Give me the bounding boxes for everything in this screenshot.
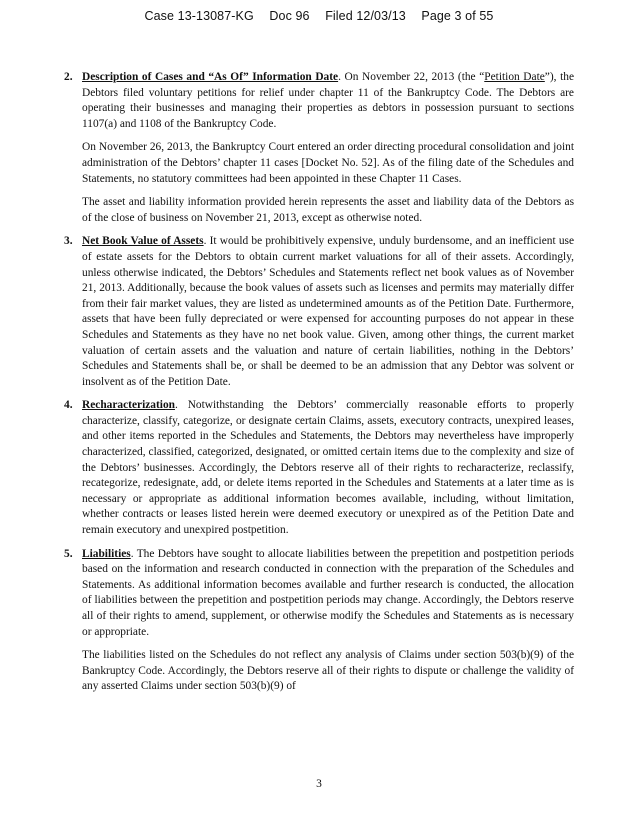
page-number: 3 [316,778,322,790]
section-heading: Recharacterization [82,399,175,412]
section-heading: Liabilities [82,547,131,560]
section-heading: Net Book Value of Assets [82,235,204,248]
filed-date: Filed 12/03/13 [325,9,406,23]
doc-number: Doc 96 [269,9,310,23]
section-4 [64,398,574,538]
defined-term: Petition Date [484,71,545,83]
filing-header [0,9,638,23]
section-3-paragraph [82,234,574,390]
paragraph-text: . Notwithstanding the Debtors’ commercially reasonable efforts to properly characterize, classify, categorize, or designate certain Claims, assets, executory contracts, unexpired leases, and other items reported in the Schedules and Statements, the Debtors may nevertheless have improperly characterized, classified, categorized, designated, or omitted certain items due to the complexity and size of the Debtors’ businesses. Accordingly, the Debtors reserve all of their rights to recharacterize, reclassify, recategorize, redesignate, add, or delete items reported in the Schedules and Statements at a later time as is necessary or appropriate as additional information becomes available, including, without limitation, whether contracts or leases listed herein were deemed executory or unexpired as of the Petition Date and remain executory and unexpired postpetition. [82,399,574,537]
section-heading: Description of Cases and “As Of” Information Date [82,71,339,83]
case-number: Case 13-13087-KG [144,9,254,23]
paragraph-text: . On November 22, 2013 (the “ [338,71,485,83]
section-3 [64,234,574,390]
page-of-total: Page 3 of 55 [421,9,494,23]
paragraph-text: ”), the Debtors filed voluntary petitions for relief under chapter 11 of the Bankruptcy Code. The Debtors are operating their businesses and managing their properties as debtors in possession pursuant to sections 1107(a) and 1108 of the Bankruptcy Code. [82,71,574,130]
section-5 [64,547,574,695]
paragraph-text: . It would be prohibitively expensive, unduly burdensome, and an inefficient use of estate assets for the Debtors to obtain current market valuations for all of their assets. Accordingly, unless otherwise indicated, the Debtors’ Schedules and Statements reflect net book values as of November 21, 2013. Additionally, because the book values of assets such as licenses and permits may materially differ from their fair market values, they are listed as undetermined amounts as of the Petition Date. Furthermore, assets that have been fully depreciated or were expensed for accounting purposes do not appear in these Schedules and Statements as they have no net book value. Given, among other things, the current market valuation of certain assets and the valuation and nature of certain liabilities, nothing in the Debtors’ Schedules and Statements shall be, or shall be deemed to be an admission that any Debtor was solvent or insolvent as of the Petition Date. [82,235,574,388]
section-number: 2. [64,71,73,83]
section-number: 5. [64,547,73,560]
document-body [64,70,574,703]
section-2-paragraph-3: The asset and liability information provided herein represents the asset and liability data of the Debtors as of the close of business on November 21, 2013, except as otherwise noted. [82,196,574,224]
section-2-paragraph-1 [82,70,574,132]
section-2-paragraph-2: On November 26, 2013, the Bankruptcy Court entered an order directing procedural consolidation and joint administration of the Debtors’ chapter 11 cases [Docket No. 52]. As of the filing date of the Schedules and Statements, no statutory committees had been appointed in these Chapter 11 Cases. [82,141,574,185]
section-2 [64,70,574,226]
section-5-paragraph-1 [82,547,574,641]
section-4-paragraph [82,398,574,538]
section-5-paragraph-2: The liabilities listed on the Schedules do not reflect any analysis of Claims under section 503(b)(9) of the Bankruptcy Code. Accordingly, the Debtors reserve all of their rights to dispute or challenge the validity of any asserted Claims under section 503(b)(9) of [82,649,574,693]
section-number: 4. [64,399,73,412]
section-number: 3. [64,235,73,248]
paragraph-text: . The Debtors have sought to allocate liabilities between the prepetition and postpetition periods based on the information and research conducted in connection with the preparation of the Schedules and Statements. As additional information becomes available and further research is conducted, the allocation of liabilities between the prepetition and postpetition periods may change. Accordingly, the Debtors reserve all of their rights to amend, supplement, or otherwise modify the Schedules and Statements as is necessary or appropriate. [82,547,574,638]
